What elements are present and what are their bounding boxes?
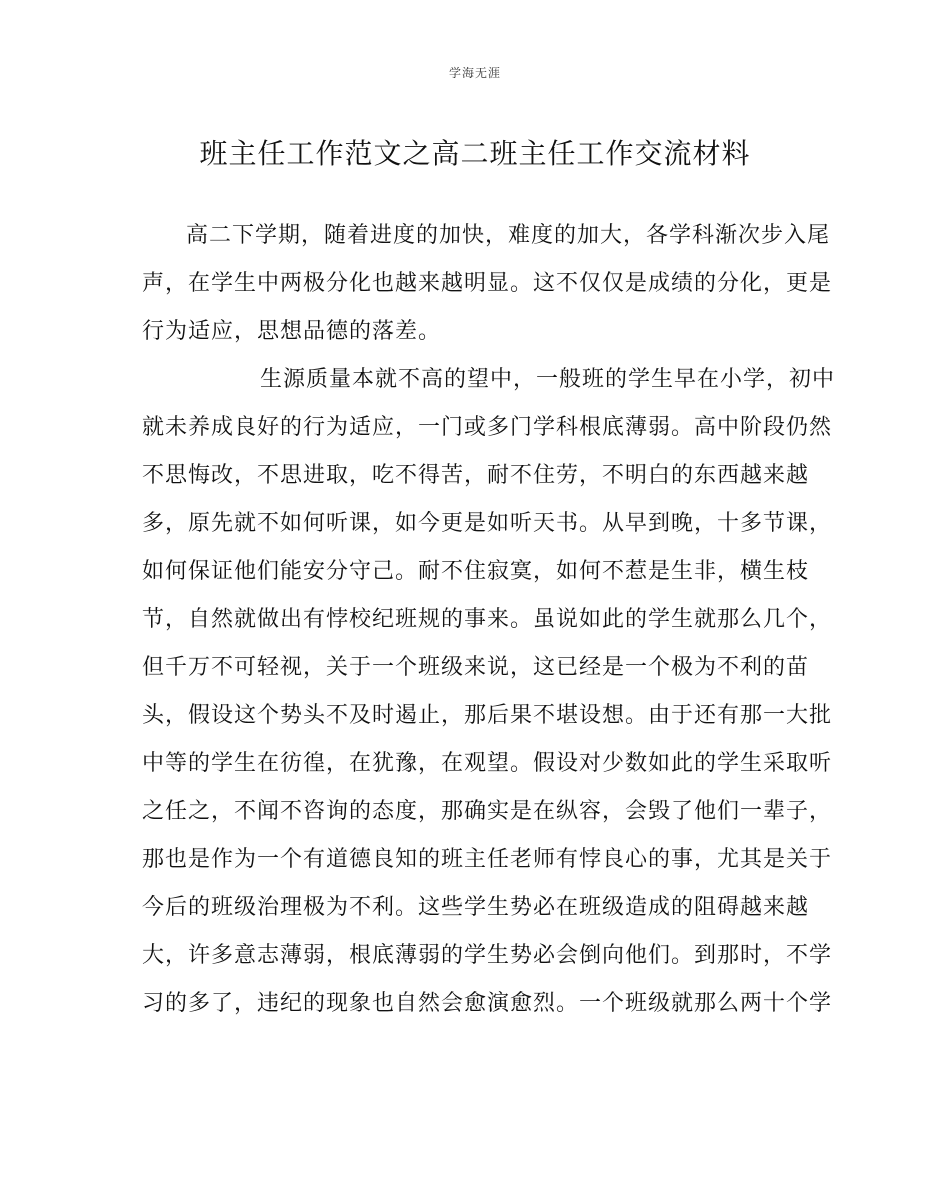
paragraph-line: 那也是作为一个有道德良知的班主任老师有悖良心的事，尤其是关于 <box>142 847 833 872</box>
paragraph-line: 高二下学期，随着进度的加快，难度的加大，各学科渐次步入尾 <box>186 223 831 248</box>
document-title: 班主任工作范文之高二班主任工作交流材料 <box>199 137 751 170</box>
paragraph-line: 习的多了，违纪的现象也自然会愈演愈烈。一个班级就那么两十个学 <box>142 991 833 1016</box>
paragraph-line: 头，假设这个势头不及时遏止，那后果不堪设想。由于还有那一大批 <box>142 703 833 728</box>
paragraph-line: 声，在学生中两极分化也越来越明显。这不仅仅是成绩的分化，更是 <box>142 271 833 296</box>
paragraph-line: 生源质量本就不高的望中，一般班的学生早在小学，初中 <box>260 367 836 392</box>
paragraph-line: 今后的班级治理极为不利。这些学生势必在班级造成的阻碍越来越 <box>142 895 810 920</box>
paragraph-line: 行为适应，思想品德的落差。 <box>142 319 442 344</box>
paragraph-line: 多，原先就不如何听课，如今更是如听天书。从早到晚，十多节课， <box>142 511 833 536</box>
paragraph-line: 中等的学生在彷徨，在犹豫，在观望。假设对少数如此的学生采取听 <box>142 751 833 776</box>
paragraph-line: 之任之，不闻不咨询的态度，那确实是在纵容，会毁了他们一辈子， <box>142 799 833 824</box>
document-body <box>142 212 836 1028</box>
paragraph-line: 但千万不可轻视，关于一个班级来说，这已经是一个极为不利的苗 <box>142 655 810 680</box>
paragraph-line: 大，许多意志薄弱，根底薄弱的学生势必会倒向他们。到那时，不学 <box>142 943 833 968</box>
paragraph-line: 如何保证他们能安分守己。耐不住寂寞，如何不惹是生非，横生枝 <box>142 559 810 584</box>
paragraph-line: 不思悔改，不思进取，吃不得苦，耐不住劳，不明白的东西越来越 <box>142 463 810 488</box>
paragraph-line: 就未养成良好的行为适应，一门或多门学科根底薄弱。高中阶段仍然 <box>142 415 833 440</box>
page-header: 学海无涯 <box>448 66 501 80</box>
paragraph-line: 节，自然就做出有悖校纪班规的事来。虽说如此的学生就那么几个， <box>142 607 833 632</box>
